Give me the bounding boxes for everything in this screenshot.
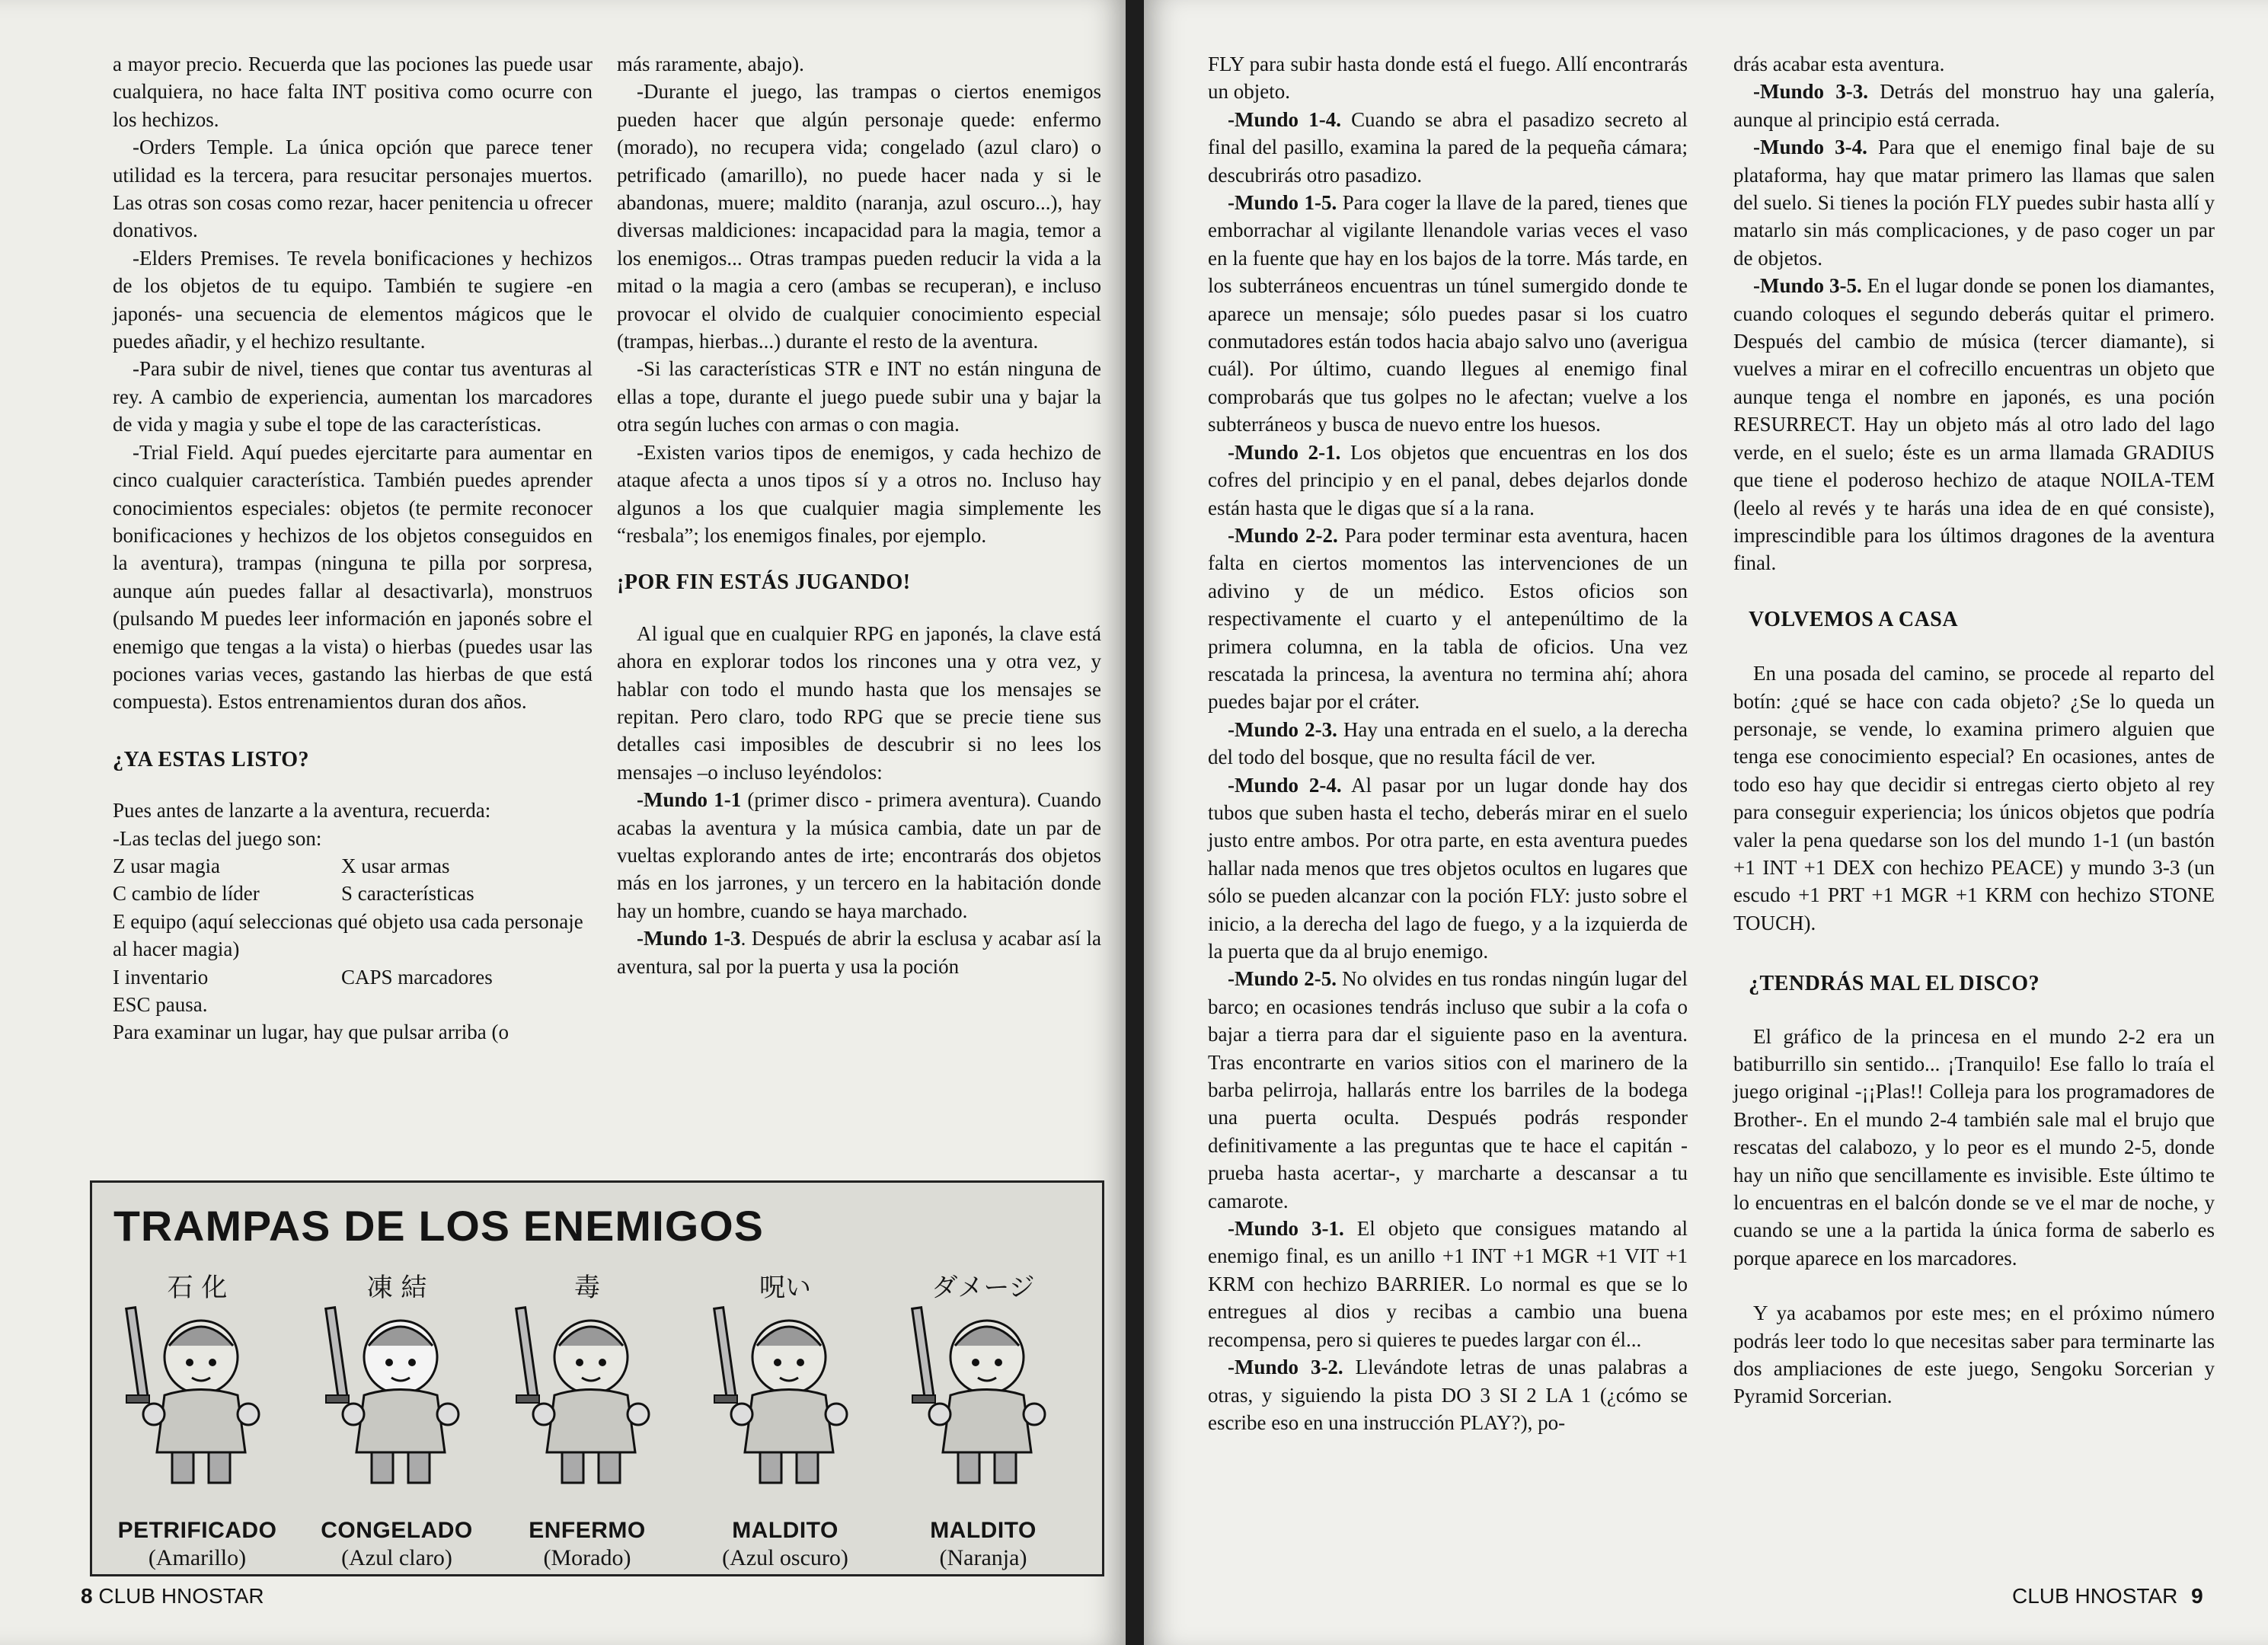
mundo-entry [1733,78,2215,133]
disco-text: El gráfico de la princesa en el mundo 2-2 era un batiburrillo sin sentido... ¡Tranquilo! Ese fallo lo traía el juego original -¡¡Plas!! Colleja para los programadores de Brother-. En el mundo 2-4 también sale mal el brujo que rescatas del calabozo, y lo peor es el mundo 2-5, donde hay un niño que sencillamente es invisible. Este último te lo encuentras en el balcón donde se ve el mar de noche, y cuando se une a la partida la única forma de saberlo es porque aparece en los marcadores. [1733,1024,2215,1270]
key-esc: ESC pausa. [113,993,208,1016]
mundo-label: -Mundo 1-4. [1228,107,1341,131]
mundo-label: -Mundo 3-4. [1753,136,1867,159]
mundo-label: -Mundo 2-2. [1228,523,1338,547]
paragraph: -Durante el juego, las trampas o ciertos enemigos pueden hacer que algún personaje quede: enfermo (morado), no recupera vida; congelado (azul claro) o petrificado (amarillo), no puede hacer nada y si le abandonas, muere; maldito (naranja, azul oscuro...), hay diversas maldiciones: incapacidad para la magia, temor a los enemigos... Otras trampas pueden reducir la vida a la mitad o la magia a cero (ambas se recuperan), e incluso provocar el olvido de cualquier conocimiento especial (trampas, hierbas...) durante el resto de la aventura. [617,80,1101,353]
mundo-text: Detrás del monstruo hay una galería, aunque al principio está cerrada. [1733,80,2215,131]
mundo-entry [1733,133,2215,272]
mundo-text: Para poder terminar esta aventura, hacen falta en ciertos momentos las intervenciones de un adivino y de un médico. Estos oficios son respectivamente el cuarto y el antepenúltimo de la primera columna, en la tabla de oficios. Una vez rescatada la princesa, la aventura no termina ahí; ahora puedes bajar por el cráter. [1208,523,1688,714]
paragraph: -Si las características STR e INT no están ninguna de ellas a tope, durante el juego puede subir una y bajar la otra según luches con armas o con magia. [617,357,1101,436]
character-sketch-icon [309,1300,484,1490]
mundo-entry [1208,189,1688,439]
key-z: Z usar magia [113,854,220,877]
right-col1-mundos [1208,106,1688,1437]
trampa-figure [106,1266,289,1571]
heading-por-fin-jugando: ¡POR FIN ESTÁS JUGANDO! [617,570,911,595]
mundo-entry [1208,1353,1688,1436]
mundo-1-1 [617,786,1101,925]
trampa-color: (Naranja) [939,1545,1027,1570]
trampa-state: CONGELADO [321,1518,473,1543]
trampa-jp-label: 凍 結 [366,1273,427,1303]
right-footer [2012,1584,2203,1608]
trampa-state: ENFERMO [529,1518,646,1543]
paragraph: -Orders Temple. La única opción que parece tener utilidad es la tercera, para resucitar personajes muertos. Las otras son cosas como rezar, hacer penitencia u ofrecer donativos. [113,136,593,242]
key-e: E equipo (aquí seleccionas qué objeto usa cada personaje al hacer magia) [113,909,583,961]
mundo-1-3-label: -Mundo 1-3 [637,927,741,950]
book-gutter [1126,0,1144,1645]
casa-text: En una posada del camino, se procede al reparto del botín: ¿qué se hace con cada objeto? ¿Se lo queda un personaje, se vende, lo examina primero alguien que tenga ese conocimiento especial? En ocasiones, antes de todo eso hay que decidir si entregas cierto objeto al rey para conseguir experiencia; los únicos objetos que podría valer la pena quedarse son los del mundo 1-1 (un bastón +1 INT +1 DEX con hechizo PEACE) y mundo 3-3 (un escudo +1 PRT +1 MGR +1 KRM con hechizo STONE TOUCH). [1733,662,2215,934]
paragraph: -Existen varios tipos de enemigos, y cada hechizo de ataque afecta a unos tipos sí y a otros no. Incluso hay algunos a los que cualquier magia simplemente les “resbala”; los enemigos finales, por ejemplo. [617,440,1101,547]
mundo-label: -Mundo 1-5. [1228,191,1337,215]
trampa-jp-label: 毒 [574,1273,600,1303]
trampa-jp-label: 石 化 [167,1273,228,1303]
listo-intro: Pues antes de lanzarte a la aventura, recuerda: [113,799,491,822]
mundo-text: Hay una entrada en el suelo, a la derecha del todo del bosque, que no resulta fácil de ver. [1208,717,1688,769]
mundo-entry [1733,272,2215,577]
keys-intro: -Las teclas del juego son: [113,826,322,850]
trampa-figure [496,1266,679,1571]
trampa-state: MALDITO [930,1518,1037,1543]
mundo-label: -Mundo 2-1. [1228,440,1341,464]
right-page [1144,0,2268,1645]
mundo-text: Los objetos que encuentras en los dos cofres del principio y en el panal, debes dejarlos donde están hasta que le digas que sí a la rana. [1208,440,1688,519]
paragraph: -Para subir de nivel, tienes que contar tus aventuras al rey. A cambio de experiencia, aumentan los marcadores de vida y magia y sube el tope de las características. [113,357,593,436]
mundo-text: En el lugar donde se ponen los diamantes, cuando coloques el segundo deberás quitar el primero. Después del cambio de música (tercer diamante), si vuelves a mirar en el cofrecillo encuentras un objeto que aunque tenga el nombre en japonés, es una poción RESURRECT. Hay un objeto más al otro lado del lago verde, en el suelo; éste es un arma llamada GRADIUS que tiene el poderoso hechizo de ataque NOILA-TEM (leelo al revés y te harás una idea de en qué consiste), imprescindible para los últimos dragones de la aventura final. [1733,274,2215,575]
right-page-number: 9 [2191,1584,2203,1608]
heading-ya-estas-listo: ¿YA ESTAS LISTO? [113,747,310,771]
trampa-figure [305,1266,488,1571]
character-sketch-icon [698,1300,873,1490]
right-col2-mundos [1733,78,2215,577]
mundo-text: No olvides en tus rondas ningún lugar del barco; en ocasiones tendrás incluso que subir a la cofa o bajar a tierra para dar el siguiente paso en la aventura. Tras encontrarte en varios sitios con el marinero de la barba pelirroja, hallarás entre los barriles de la bodega una puerta oculta. Después podrás responder definitivamente a las preguntas que te hace el capitán -prueba hasta acertar-, y marcharte a descansar a tu camarote. [1208,967,1688,1212]
left-col1-end: Para examinar un lugar, hay que pulsar arriba (o [113,1021,509,1044]
paragraph: más raramente, abajo). [617,53,804,75]
trampa-color: (Azul claro) [341,1545,452,1570]
mundo-text: Para coger la llave de la pared, tienes que emborrachar al vigilante llenandole varias veces el vaso en la fuente que hay en los bajos de la torre. Más tarde, en los subterráneos encuentras un túnel sumergido donde te aparece un mensaje; sólo puedes pasar si los cuatro conmutadores están todos hacia abajo salvo uno (averigua cuál). Por último, cuando llegues al enemigo final comprobarás que tus golpes no le afectan; vuelve a los subterráneos y busca de nuevo entre los huesos. [1208,191,1688,436]
character-sketch-icon [896,1300,1071,1490]
trampa-jp-label: 呪い [759,1273,811,1303]
left-footer [81,1584,264,1608]
mundo-text: Llevándote letras de unas palabras a otras, y siguiendo la pista DO 3 SI 2 LA 1 (¿cómo se escribe eso en una instrucción PLAY?), po- [1208,1356,1688,1434]
keys-table [113,852,593,908]
mundo-entry [1208,965,1688,1215]
mundo-text: El objeto que consigues matando al enemigo final, es un anillo +1 INT +1 MGR +1 VIT +1 KRM con hechizo BARRIER. Lo normal es que se lo entregues al dios y recibas a cambio una buena recompensa, pero si quieres te puedes largar con él... [1208,1217,1688,1351]
trampa-state: MALDITO [732,1518,839,1543]
trampa-color: (Azul oscuro) [722,1545,848,1570]
mundo-label: -Mundo 2-5. [1228,967,1337,991]
left-page-number: 8 [81,1584,93,1608]
jugando-intro: Al igual que en cualquier RPG en japonés, la clave está ahora en explorar todos los rincones una y otra vez, y hablar con todo el mundo hasta que los mensajes se repitan. Pero claro, todo RPG que se precie tiene sus detalles casi imposibles de descubrir si no lees los mensajes –o incluso leyéndolos: [617,621,1101,784]
right-col2-start: drás acabar esta aventura. [1733,53,1945,75]
heading-volvemos-a-casa: VOLVEMOS A CASA [1749,607,1959,631]
key-c: C cambio de líder [113,882,260,906]
keys-table-2 [113,963,593,991]
paragraph: a mayor precio. Recuerda que las pociones las puede usar cualquiera, no hace falta INT positiva como ocurre con los hechizos. [113,53,593,131]
key-caps: CAPS marcadores [341,965,493,989]
mundo-text: Al pasar por un lugar donde hay dos tubos que suben hasta el techo, deberás mirar en el suelo justo entre ambos. Por otra parte, en esta aventura puedes hallar nada menos que tres objetos ocultos en lugares que sólo se pueden alcanzar con la poción FLY: justo sobre el inicio, a la derecha del lago de fuego, y a la izquierda de la puerta que da al brujo enemigo. [1208,773,1688,963]
mundo-1-3 [617,925,1101,980]
mundo-entry [1208,522,1688,716]
trampas-box [90,1180,1104,1576]
trampa-state: PETRIFICADO [117,1518,277,1543]
mundo-label: -Mundo 3-1. [1228,1217,1344,1241]
mundo-1-1-label: -Mundo 1-1 [637,788,742,812]
mundo-entry [1208,439,1688,522]
trampa-figure [694,1266,877,1571]
mundo-text: Para que el enemigo final baje de su plataforma, hay que matar primero las llamas que salen del suelo. Si tienes la poción FLY puedes subir hasta allí y matarlo sin más complicaciones, y de paso coger un par de objetos. [1733,136,2215,270]
character-sketch-icon [500,1300,675,1490]
paragraph: -Trial Field. Aquí puedes ejercitarte para aumentar en cinco cualquier característica. También puedes aprender conocimientos especiales: objetos (te permite reconocer bonificaciones y hechizos de los objetos conseguidos en la aventura), trampas (ninguna te pilla por sorpresa, aunque aún puedes fallar al desactivarla), monstruos (pulsando M puedes leer información en japonés sobre el enemigo que tengas a la vista) o hierbas (puedes usar las pociones varias veces, gastando las hierbas de que está compuesta). Estos entrenamientos duran dos años. [113,440,593,714]
left-col-2 [617,50,1101,980]
paragraph: -Elders Premises. Te revela bonificaciones y hechizos de los objetos de tu equipo. También te sugiere -en japonés- una secuencia de elementos mágicos que le puedes añadir, y el hechizo resultante. [113,246,593,353]
left-col1-paragraphs [113,50,593,716]
heading-tendras-mal-disco: ¿TENDRÁS MAL EL DISCO? [1749,972,2040,996]
mundo-entry [1208,1215,1688,1353]
mundo-label: -Mundo 3-3. [1753,80,1868,104]
key-i: I inventario [113,965,209,989]
right-col1-start: FLY para subir hasta donde está el fuego. Allí encontrarás un objeto. [1208,53,1688,104]
trampa-color: (Amarillo) [148,1545,247,1570]
mundo-label: -Mundo 3-5. [1753,274,1862,298]
left-footer-text: CLUB HNOSTAR [98,1584,264,1608]
right-footer-text: CLUB HNOSTAR [2012,1584,2178,1608]
key-x: X usar armas [341,854,450,877]
trampa-color: (Morado) [543,1545,631,1570]
trampas-title: TRAMPAS DE LOS ENEMIGOS [113,1202,764,1250]
character-sketch-icon [110,1300,285,1490]
mundo-text: Cuando se abra el pasadizo secreto al final del pasillo, examina la pared de la pequeña cámara; descubrirás otro pasadizo. [1208,107,1688,187]
right-col-2 [1733,50,2215,1410]
mundo-entry [1208,771,1688,966]
left-page [0,0,1126,1645]
mundo-label: -Mundo 2-4. [1228,773,1342,797]
mundo-label: -Mundo 2-3. [1228,717,1337,741]
right-col-1 [1208,50,1688,1436]
mundo-entry [1208,716,1688,771]
mundo-1-3-text: . Después de abrir la esclusa y acabar así la aventura, sal por la puerta y usa la poción [617,927,1101,978]
mundo-label: -Mundo 3-2. [1228,1356,1343,1379]
mundo-1-1-text: (primer disco - primera aventura). Cuando acabas la aventura y la música cambia, date un par de vueltas explorando antes de irte; encontrarás dos objetos más en los jarrones, y un tercero en la habitación donde hay un hombre, cuando se haya marchado. [617,788,1101,922]
trampa-figure [892,1266,1075,1571]
left-col-1 [113,50,593,1046]
trampa-jp-label: ダメージ [931,1273,1035,1303]
mundo-entry [1208,106,1688,189]
key-s: S características [341,882,474,906]
closing-text: Y ya acabamos por este mes; en el próximo número podrás leer todo lo que necesitas saber para terminarte las dos ampliaciones de este juego, Sengoku Sorcerian y Pyramid Sorcerian. [1733,1302,2215,1408]
left-col2-paragraphs [617,50,1101,549]
